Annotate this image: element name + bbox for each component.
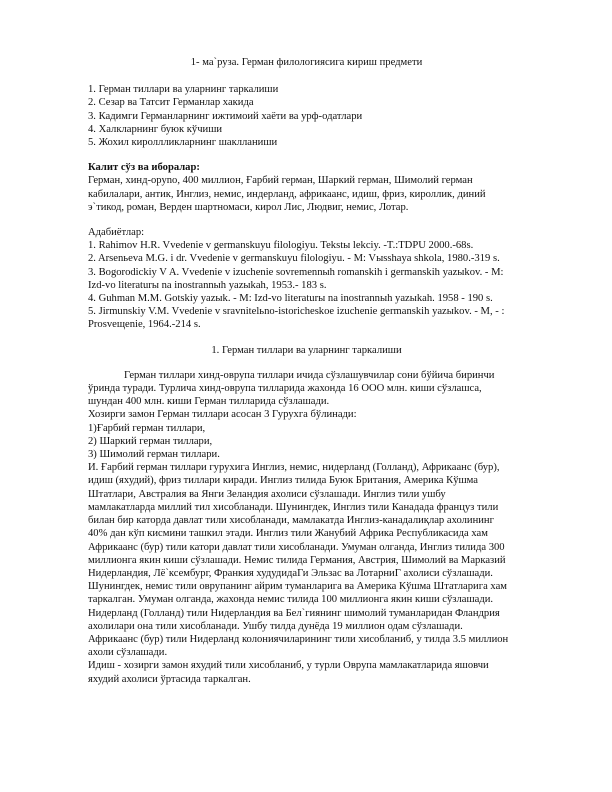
body-line: билан бир каторда давлат тили хисобланади, мамлакатда Инглиз-канадалиқлар ахолининг [88,515,494,527]
body-line: Африкаанс (бур) тили Нидерланд колониячиларининг тили хисобланиб, у тилда 3.5 миллион [88,633,509,645]
keywords-heading: Калит сўз ва иборалар: [88,162,200,174]
bibliography-list [88,239,525,331]
group-item: 3) Шимолий герман тиллари. [88,449,220,461]
intro-paragraph [88,369,525,409]
keywords-line: кабилалари, антик, Инглиз, немис, индерланд, африкаанс, идиш, фриз, кироллик, диний [88,188,486,200]
plan-item: 1. Герман тиллари ва уларнинг таркалиши [88,84,279,96]
body-line: И. Ғарбий герман тиллари гурухига Инглиз, немис, нидерланд (Голланд), Африкаанс (бур), [88,462,500,474]
bibliography-item: 1. Rahimov H.R. Vvedenie v germanskuyu filologiyu. Tekstы lekcіy. -T.:TDPU 2000.-68s. [88,240,474,252]
body-line: 40% дан кўп кисмини ташкил этади. Инглиз тили Жанубий Африка Республикасида хам [88,528,488,540]
body-line: яхудий ахолиси ўртасида таркалган. [88,673,251,685]
plan-item: 4. Халкларнинг буюк кўчиши [88,123,223,135]
intro-line: ўринда туради. Турлича хинд-оврупа тилларида жахонда 16 ООО млн. киши сўзлашса, [88,383,482,395]
groups-intro: Хозирги замон Герман тиллари асосан 3 Гурухга бўлинади: [88,409,357,421]
lecture-plan [88,83,525,149]
document-page [88,56,525,686]
plan-item: 2. Сезар ва Татсит Германлар хакида [88,97,254,109]
body-line: таркалган. Умуман олганда, жахонда немис тилида 100 миллионга якин киши сўзлашади. [88,594,494,606]
bibliography-item-continued: Izd-vo literaturы na inostrannыh yazыkah, 1953.- 183 s. [88,279,327,291]
body-line: ахолилари она тили хисобланади. Ушбу тилда дунёда 19 миллион одам сўзлашади. [88,620,463,632]
body-line: Шунингдек, немис тили оврупанинг айрим туманларига ва Америка Кўшма Штатларига хам [88,581,507,593]
group-item: 2) Шаркий герман тиллари, [88,435,213,447]
bibliography-item: 4. Guhman M.M. Gotskiy yazыk. - M: Izd-vo literaturы na inostrannыh yazыkah. 1958 - 190 s. [88,293,493,305]
body-line: мамлакатларда миллий тил хисобланади. Шунингдек, Инглиз тили Канадада француз тили [88,501,499,513]
intro-line: шундан 400 млн. киши Герман тилларида сўзлашади. [88,396,330,408]
body-text [88,461,525,685]
keywords-line: Герман, хинд-оруnо, 400 миллион, Ғарбий герман, Шаркий герман, Шимолий герман [88,175,473,187]
body-line: миллионга якин киши сўзлашади. Немис тилида Германия, Австрия, Шимолий ва Марказий [88,554,506,566]
keywords-line: э`тикод, роман, Верден шартномаси, кирол Лис, Людвиг, немис, Лотар. [88,201,409,213]
body-line: Штатлари, Австралия ва Янги Зеландия ахолиси сўзлашади. Инглиз тили ушбу [88,488,446,500]
lecture-title: 1- ма`руза. Герман филологиясига кириш предмети [190,57,423,68]
bibliography-item: 5. Jirmunskiy V.M. Vvedenie v sravnitelьno-istoricheskoe izuchenie germanskih yazыkov. - M, - : [88,306,505,318]
body-line: Нидерланд (Голланд) тили Нидерландия ва Бел`гиянинг шимолий туманларидан Фландрия [88,607,500,619]
body-line: Нидерландия, Лё`ксембург, Франкия худудидаГи Эльзас ва ЛотарниГ ахолиси сўзлашади. [88,567,493,579]
body-line: ахоли сўзлашади. [88,647,168,659]
bibliography-item: 3. Bogorodickiy V A. Vvedenie v izuchenie sovremennыh romanskih i germanskih yazыkov. - M: [88,266,504,278]
body-line: Идиш - хозирги замон яхудий тили хисобланиб, у турли Оврупа мамлакатларида яшовчи [88,660,489,672]
keywords-text [88,174,525,214]
bibliography-heading: Адабиётлар: [88,227,145,239]
bibliography-item-continued: Prosveщenie, 1964.-214 s. [88,319,201,331]
intro-line: Герман тиллари хинд-оврупа тиллари ичида сўзлашувчилар сони бўйича биринчи [124,369,495,381]
section-title: 1. Герман тиллари ва уларнинг таркалиши [211,344,402,356]
body-line: Африкаанс (бур) тили катори давлат тили хисобланади. Умуман олганда, Инглиз тилида 300 [88,541,505,553]
group-item: 1)Ғарбий герман тиллари, [88,422,206,434]
plan-item: 5. Жохил кироллликларнинг шаклланиши [88,137,278,149]
plan-item: 3. Кадимги Германларнинг ижтимоий хаёти ва урф-одатлари [88,110,363,122]
groups-list [88,422,525,462]
bibliography-item: 2. Arsenьeva M.G. i dr. Vvedenie v germanskuyu filologiyu. - M: Vыsshaya shkola, 1980.-319 s. [88,253,500,265]
body-line: идиш (яхудий), фриз тиллари киради. Инглиз тилида Буюк Британия, Америка Кўшма [88,475,479,487]
